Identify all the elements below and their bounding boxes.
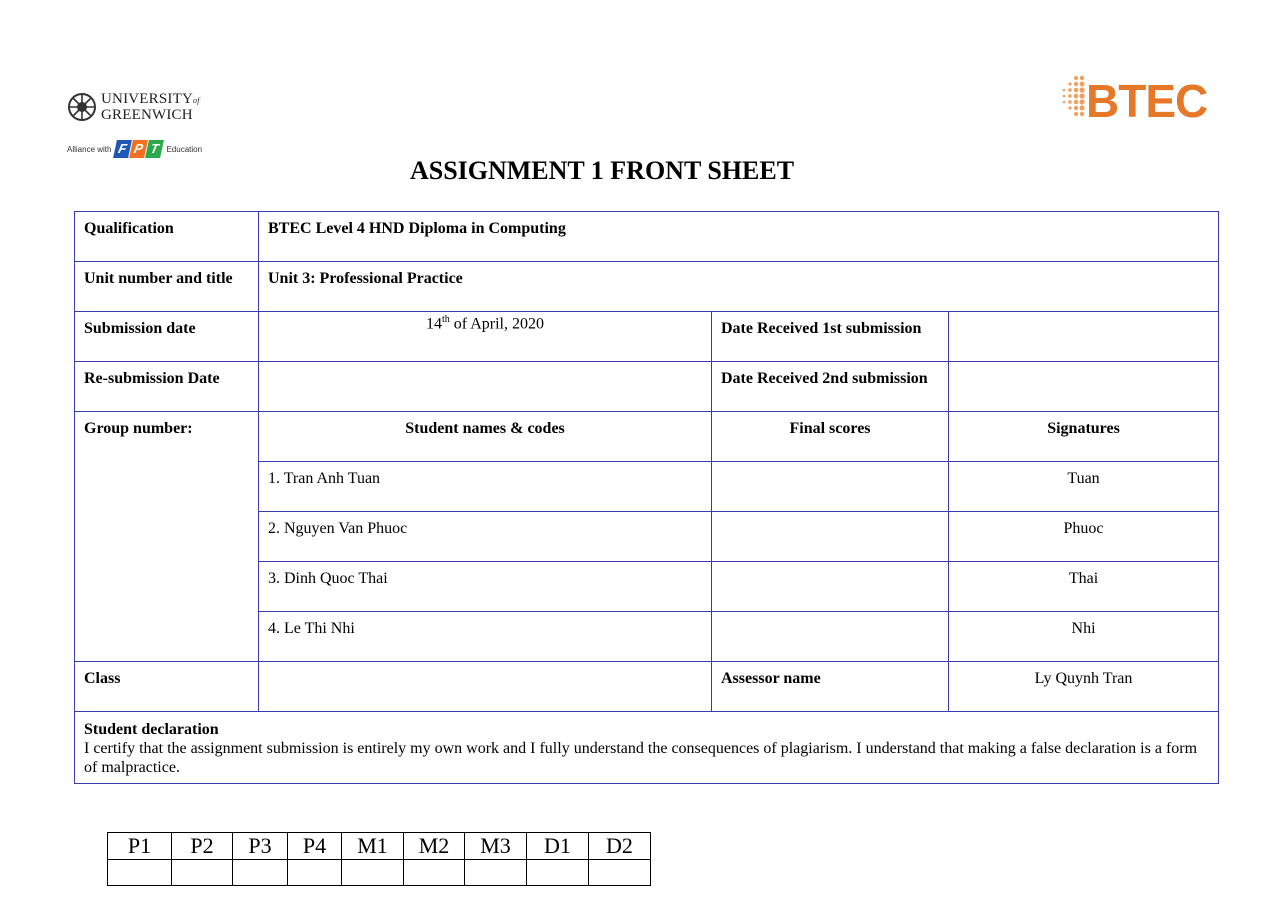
students-header: Student names & codes <box>259 412 712 462</box>
resubmission-value <box>259 362 712 412</box>
university-line1: UNIVERSITY <box>101 91 193 107</box>
criterion-value <box>404 860 465 886</box>
declaration-text: I certify that the assignment submission is entirely my own work and I fully understand the consequences of plagiarism. I understand that making a false declaration is a form of malpractice. <box>84 740 1198 776</box>
group-header-row <box>75 412 1219 462</box>
university-line2: GREENWICH <box>101 107 193 123</box>
criterion-value <box>288 860 342 886</box>
date-received-2-value <box>949 362 1219 412</box>
submission-row <box>75 312 1219 362</box>
class-value <box>259 662 712 712</box>
qualification-row <box>75 212 1219 262</box>
btec-dots-icon <box>1056 74 1086 124</box>
submission-suffix: th <box>442 314 450 325</box>
criterion-value <box>172 860 233 886</box>
btec-wordmark: BTEC <box>1086 75 1208 127</box>
declaration-title: Student declaration <box>84 721 219 738</box>
resubmission-label: Re-submission Date <box>75 362 259 412</box>
submission-day: 14 <box>426 315 442 333</box>
student-score <box>712 562 949 612</box>
signatures-header: Signatures <box>949 412 1219 462</box>
qualification-value: BTEC Level 4 HND Diploma in Computing <box>259 212 1219 262</box>
submission-date <box>259 312 712 362</box>
criterion-value <box>589 860 651 886</box>
student-name: 3. Dinh Quoc Thai <box>259 562 712 612</box>
fpt-letter-p: P <box>130 140 149 158</box>
student-name: 2. Nguyen Van Phuoc <box>259 512 712 562</box>
student-name: 1. Tran Anh Tuan <box>259 462 712 512</box>
declaration-row <box>75 712 1219 784</box>
qualification-label: Qualification <box>75 212 259 262</box>
date-received-1-label: Date Received 1st submission <box>712 312 949 362</box>
student-signature: Phuoc <box>949 512 1219 562</box>
btec-logo <box>1056 74 1216 128</box>
assessor-value: Ly Quynh Tran <box>949 662 1219 712</box>
front-sheet-table <box>74 211 1219 784</box>
university-name <box>101 92 200 123</box>
student-signature: Nhi <box>949 612 1219 662</box>
criterion-label: D1 <box>527 833 589 860</box>
submission-label: Submission date <box>75 312 259 362</box>
criterion-label: P3 <box>233 833 288 860</box>
unit-label: Unit number and title <box>75 262 259 312</box>
criterion-label: M3 <box>465 833 527 860</box>
student-score <box>712 612 949 662</box>
education-text: Education <box>166 144 203 154</box>
submission-rest: of April, 2020 <box>449 315 544 333</box>
student-score <box>712 462 949 512</box>
criteria-header-row <box>108 833 651 860</box>
student-declaration <box>75 712 1219 784</box>
student-name: 4. Le Thi Nhi <box>259 612 712 662</box>
assessor-label: Assessor name <box>712 662 949 712</box>
scores-header: Final scores <box>712 412 949 462</box>
criteria-value-row <box>108 860 651 886</box>
group-number-label: Group number: <box>75 412 259 662</box>
university-of: of <box>193 96 200 105</box>
student-signature: Tuan <box>949 462 1219 512</box>
class-label: Class <box>75 662 259 712</box>
unit-row <box>75 262 1219 312</box>
criterion-value <box>342 860 404 886</box>
criterion-label: M1 <box>342 833 404 860</box>
criterion-label: M2 <box>404 833 465 860</box>
alliance-with-text: Alliance with <box>67 144 112 154</box>
fpt-letter-f: F <box>114 140 133 158</box>
class-row <box>75 662 1219 712</box>
criterion-value <box>233 860 288 886</box>
criterion-value <box>527 860 589 886</box>
date-received-1-value <box>949 312 1219 362</box>
student-score <box>712 512 949 562</box>
fpt-letter-t: T <box>146 140 165 158</box>
university-crest-icon <box>67 92 97 122</box>
criterion-label: P1 <box>108 833 172 860</box>
university-of-greenwich-logo <box>67 90 207 162</box>
criterion-label: P2 <box>172 833 233 860</box>
grade-criteria-table <box>107 832 651 886</box>
criterion-label: D2 <box>589 833 651 860</box>
date-received-2-label: Date Received 2nd submission <box>712 362 949 412</box>
criterion-label: P4 <box>288 833 342 860</box>
resubmission-row <box>75 362 1219 412</box>
page-title: ASSIGNMENT 1 FRONT SHEET <box>409 156 795 185</box>
criterion-value <box>108 860 172 886</box>
unit-value: Unit 3: Professional Practice <box>259 262 1219 312</box>
criterion-value <box>465 860 527 886</box>
student-signature: Thai <box>949 562 1219 612</box>
